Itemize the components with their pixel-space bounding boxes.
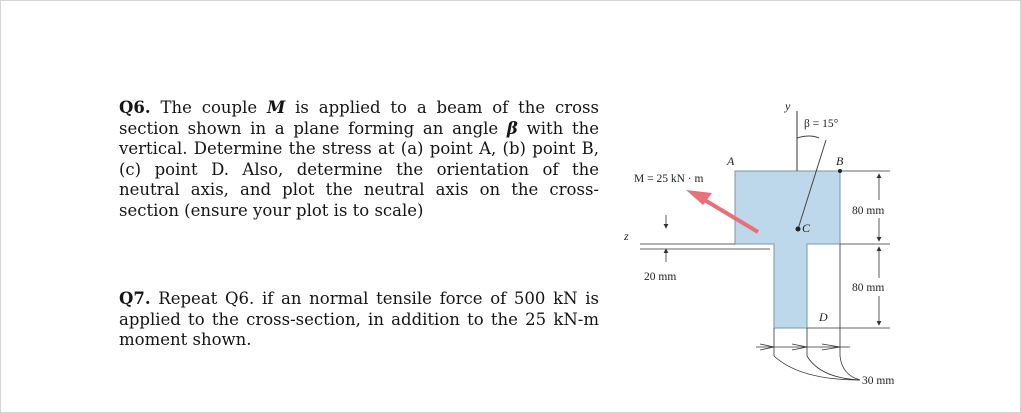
y-axis-label: y xyxy=(785,99,791,113)
dim-top-label: 80 mm xyxy=(852,205,885,217)
question-7-text: Repeat Q6. if an normal tensile force of 500 kN is applied to the cross-section, in addition to the 25 kN-m moment shown. xyxy=(119,289,599,349)
beta-label: β = 15° xyxy=(804,118,839,130)
angle-symbol: β xyxy=(506,118,518,138)
question-6-number: Q6. xyxy=(119,98,151,117)
beta-arc xyxy=(797,136,819,138)
question-7-number: Q7. xyxy=(119,289,151,308)
dim-web-leader-3 xyxy=(840,356,860,380)
dim-left-label: 20 mm xyxy=(644,271,677,283)
question-6-text-part3: with the vertical. Determine the stress at (a) point A, (b) point B, (c) point D. Also, determine the orientation of the neutral axis, and plot the neutral axis on the cross-section (ensure your plot is to scale) xyxy=(119,118,600,220)
point-b-label: B xyxy=(836,154,844,168)
moment-label: M = 25 kN · m xyxy=(634,173,704,185)
question-6-text-part2: is applied to a beam of the cross section shown in a plane forming an angle xyxy=(119,98,599,138)
dim-bottom-label: 80 mm xyxy=(852,282,885,294)
dim-web-label: 30 mm xyxy=(862,375,895,387)
moment-symbol: M xyxy=(267,98,286,117)
point-a-label: A xyxy=(727,154,735,168)
point-c-marker xyxy=(796,227,801,232)
point-d-label: D xyxy=(819,310,828,324)
point-c-label: C xyxy=(802,221,811,235)
z-axis-label: z xyxy=(624,229,629,243)
dim-web-leader-1 xyxy=(774,356,860,380)
t-section-shape xyxy=(735,171,840,328)
question-6-text-part1: The couple xyxy=(150,98,267,117)
